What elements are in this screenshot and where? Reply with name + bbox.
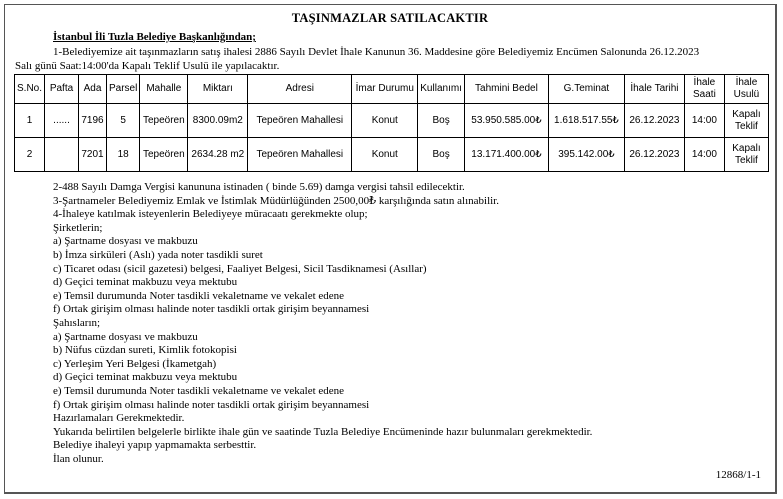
body-line: 2-488 Sayılı Damga Vergisi kanununa istinaden ( binde 5.69) damga vergisi tahsil edilecektir. — [53, 181, 465, 193]
table-cell: 1 — [15, 104, 45, 138]
notice-title: TAŞINMAZLAR SATILACAKTIR — [291, 11, 489, 25]
header-cell: Ada — [79, 75, 107, 104]
header-cell: Pafta — [45, 75, 79, 104]
header-cell: İhale Saati — [684, 75, 724, 104]
table-row — [15, 138, 769, 172]
table-cell: ...... — [45, 104, 79, 138]
table-header-row — [15, 75, 769, 104]
header-cell: İmar Durumu — [352, 75, 418, 104]
body-line: e) Temsil durumunda Noter tasdikli vekaletname ve vekalet edene — [53, 289, 345, 302]
table-cell: Boş — [418, 104, 465, 138]
issuer-heading: İstanbul İli Tuzla Belediye Başkanlığından; — [53, 31, 256, 43]
body-line: b) İmza sirküleri (Aslı) yada noter tasdikli suret — [53, 248, 263, 261]
intro-line-2: Salı günü Saat:14:00'da Kapalı Teklif Usulü ile yapılacaktır. — [15, 60, 280, 72]
table-cell: Tepeören Mahallesi — [248, 104, 352, 138]
intro-line-1: 1-Belediyemize ait taşınmazların satış ihalesi 2886 Sayılı Devlet İhale Kanunun 36. Maddesine göre Belediyemiz Encümen Salonunda 26.12.2023 — [53, 46, 700, 58]
notice-page — [4, 4, 777, 494]
body-line: c) Yerleşim Yeri Belgesi (İkametgah) — [53, 357, 217, 370]
table-cell: 14:00 — [684, 104, 724, 138]
table-cell: 7196 — [79, 104, 107, 138]
body-line: e) Temsil durumunda Noter tasdikli vekaletname ve vekalet edene — [53, 384, 345, 397]
table-cell: 2634.28 m2 — [188, 138, 248, 172]
table-cell: 53.950.585.00₺ — [464, 104, 548, 138]
table-cell: 26.12.2023 — [624, 104, 684, 138]
table-cell: 395.142.00₺ — [548, 138, 624, 172]
header-cell: İhale Usulü — [724, 75, 768, 104]
body-line: 3-Şartnameler Belediyemiz Emlak ve İstimlak Müdürlüğünden 2500,00₺ karşılığında satın alınabilir. — [53, 194, 499, 207]
body-line: f) Ortak girişim olması halinde noter tasdikli ortak girişim beyannamesi — [53, 303, 370, 316]
table-cell: 26.12.2023 — [624, 138, 684, 172]
table-cell: 5 — [106, 104, 139, 138]
body-line: a) Şartname dosyası ve makbuzu — [53, 235, 198, 248]
table-cell: 1.618.517.55₺ — [548, 104, 624, 138]
body-line: Yukarıda belirtilen belgelerle birlikte ihale gün ve saatinde Tuzla Belediye Encümeninde hazır bulunmaları gerekmektedir. — [53, 425, 593, 438]
notice-body — [53, 181, 767, 466]
table-cell: 18 — [106, 138, 139, 172]
reference-number: 12868/1-1 — [715, 469, 761, 481]
table-cell: 8300.09m2 — [188, 104, 248, 138]
body-line: Hazırlamaları Gerekmektedir. — [53, 412, 185, 425]
header-cell: G.Teminat — [548, 75, 624, 104]
header-cell: S.No. — [15, 75, 45, 104]
table-cell: Kapalı Teklif — [724, 138, 768, 172]
body-line: Şirketlerin; — [53, 221, 103, 234]
table-cell: Konut — [352, 104, 418, 138]
table-cell: 13.171.400.00₺ — [464, 138, 548, 172]
header-cell: Mahalle — [140, 75, 188, 104]
table-cell: Konut — [352, 138, 418, 172]
header-cell: Adresi — [248, 75, 352, 104]
header-cell: İhale Tarihi — [624, 75, 684, 104]
table-cell: 14:00 — [684, 138, 724, 172]
body-line: d) Geçici teminat makbuzu veya mektubu — [53, 371, 238, 384]
body-line: 4-İhaleye katılmak isteyenlerin Belediyeye müracaatı gerekmekte olup; — [53, 208, 368, 221]
body-line: d) Geçici teminat makbuzu veya mektubu — [53, 276, 238, 289]
table-cell: Tepeören Mahallesi — [248, 138, 352, 172]
header-cell: Miktarı — [188, 75, 248, 104]
table-cell: Tepeören — [140, 104, 188, 138]
body-line: f) Ortak girişim olması halinde noter tasdikli ortak girişim beyannamesi — [53, 398, 370, 411]
header-cell: Tahmini Bedel — [464, 75, 548, 104]
table-cell: Boş — [418, 138, 465, 172]
body-line: Şahısların; — [53, 316, 101, 329]
table-row — [15, 104, 769, 138]
table-cell: 2 — [15, 138, 45, 172]
table-cell: Tepeören — [140, 138, 188, 172]
table-cell: 7201 — [79, 138, 107, 172]
property-table — [14, 74, 769, 172]
header-cell: Kullanımı — [418, 75, 465, 104]
table-cell: Kapalı Teklif — [724, 104, 768, 138]
body-line: Belediye ihaleyi yapıp yapmamakta serbesttir. — [53, 439, 257, 452]
table-cell — [45, 138, 79, 172]
body-line: b) Nüfus cüzdan sureti, Kimlik fotokopisi — [53, 344, 237, 357]
header-cell: Parsel — [106, 75, 139, 104]
body-line: a) Şartname dosyası ve makbuzu — [53, 330, 198, 343]
body-line: c) Ticaret odası (sicil gazetesi) belgesi, Faaliyet Belgesi, Sicil Tasdiknamesi (Asıllar) — [53, 262, 427, 275]
body-line: İlan olunur. — [53, 452, 104, 465]
